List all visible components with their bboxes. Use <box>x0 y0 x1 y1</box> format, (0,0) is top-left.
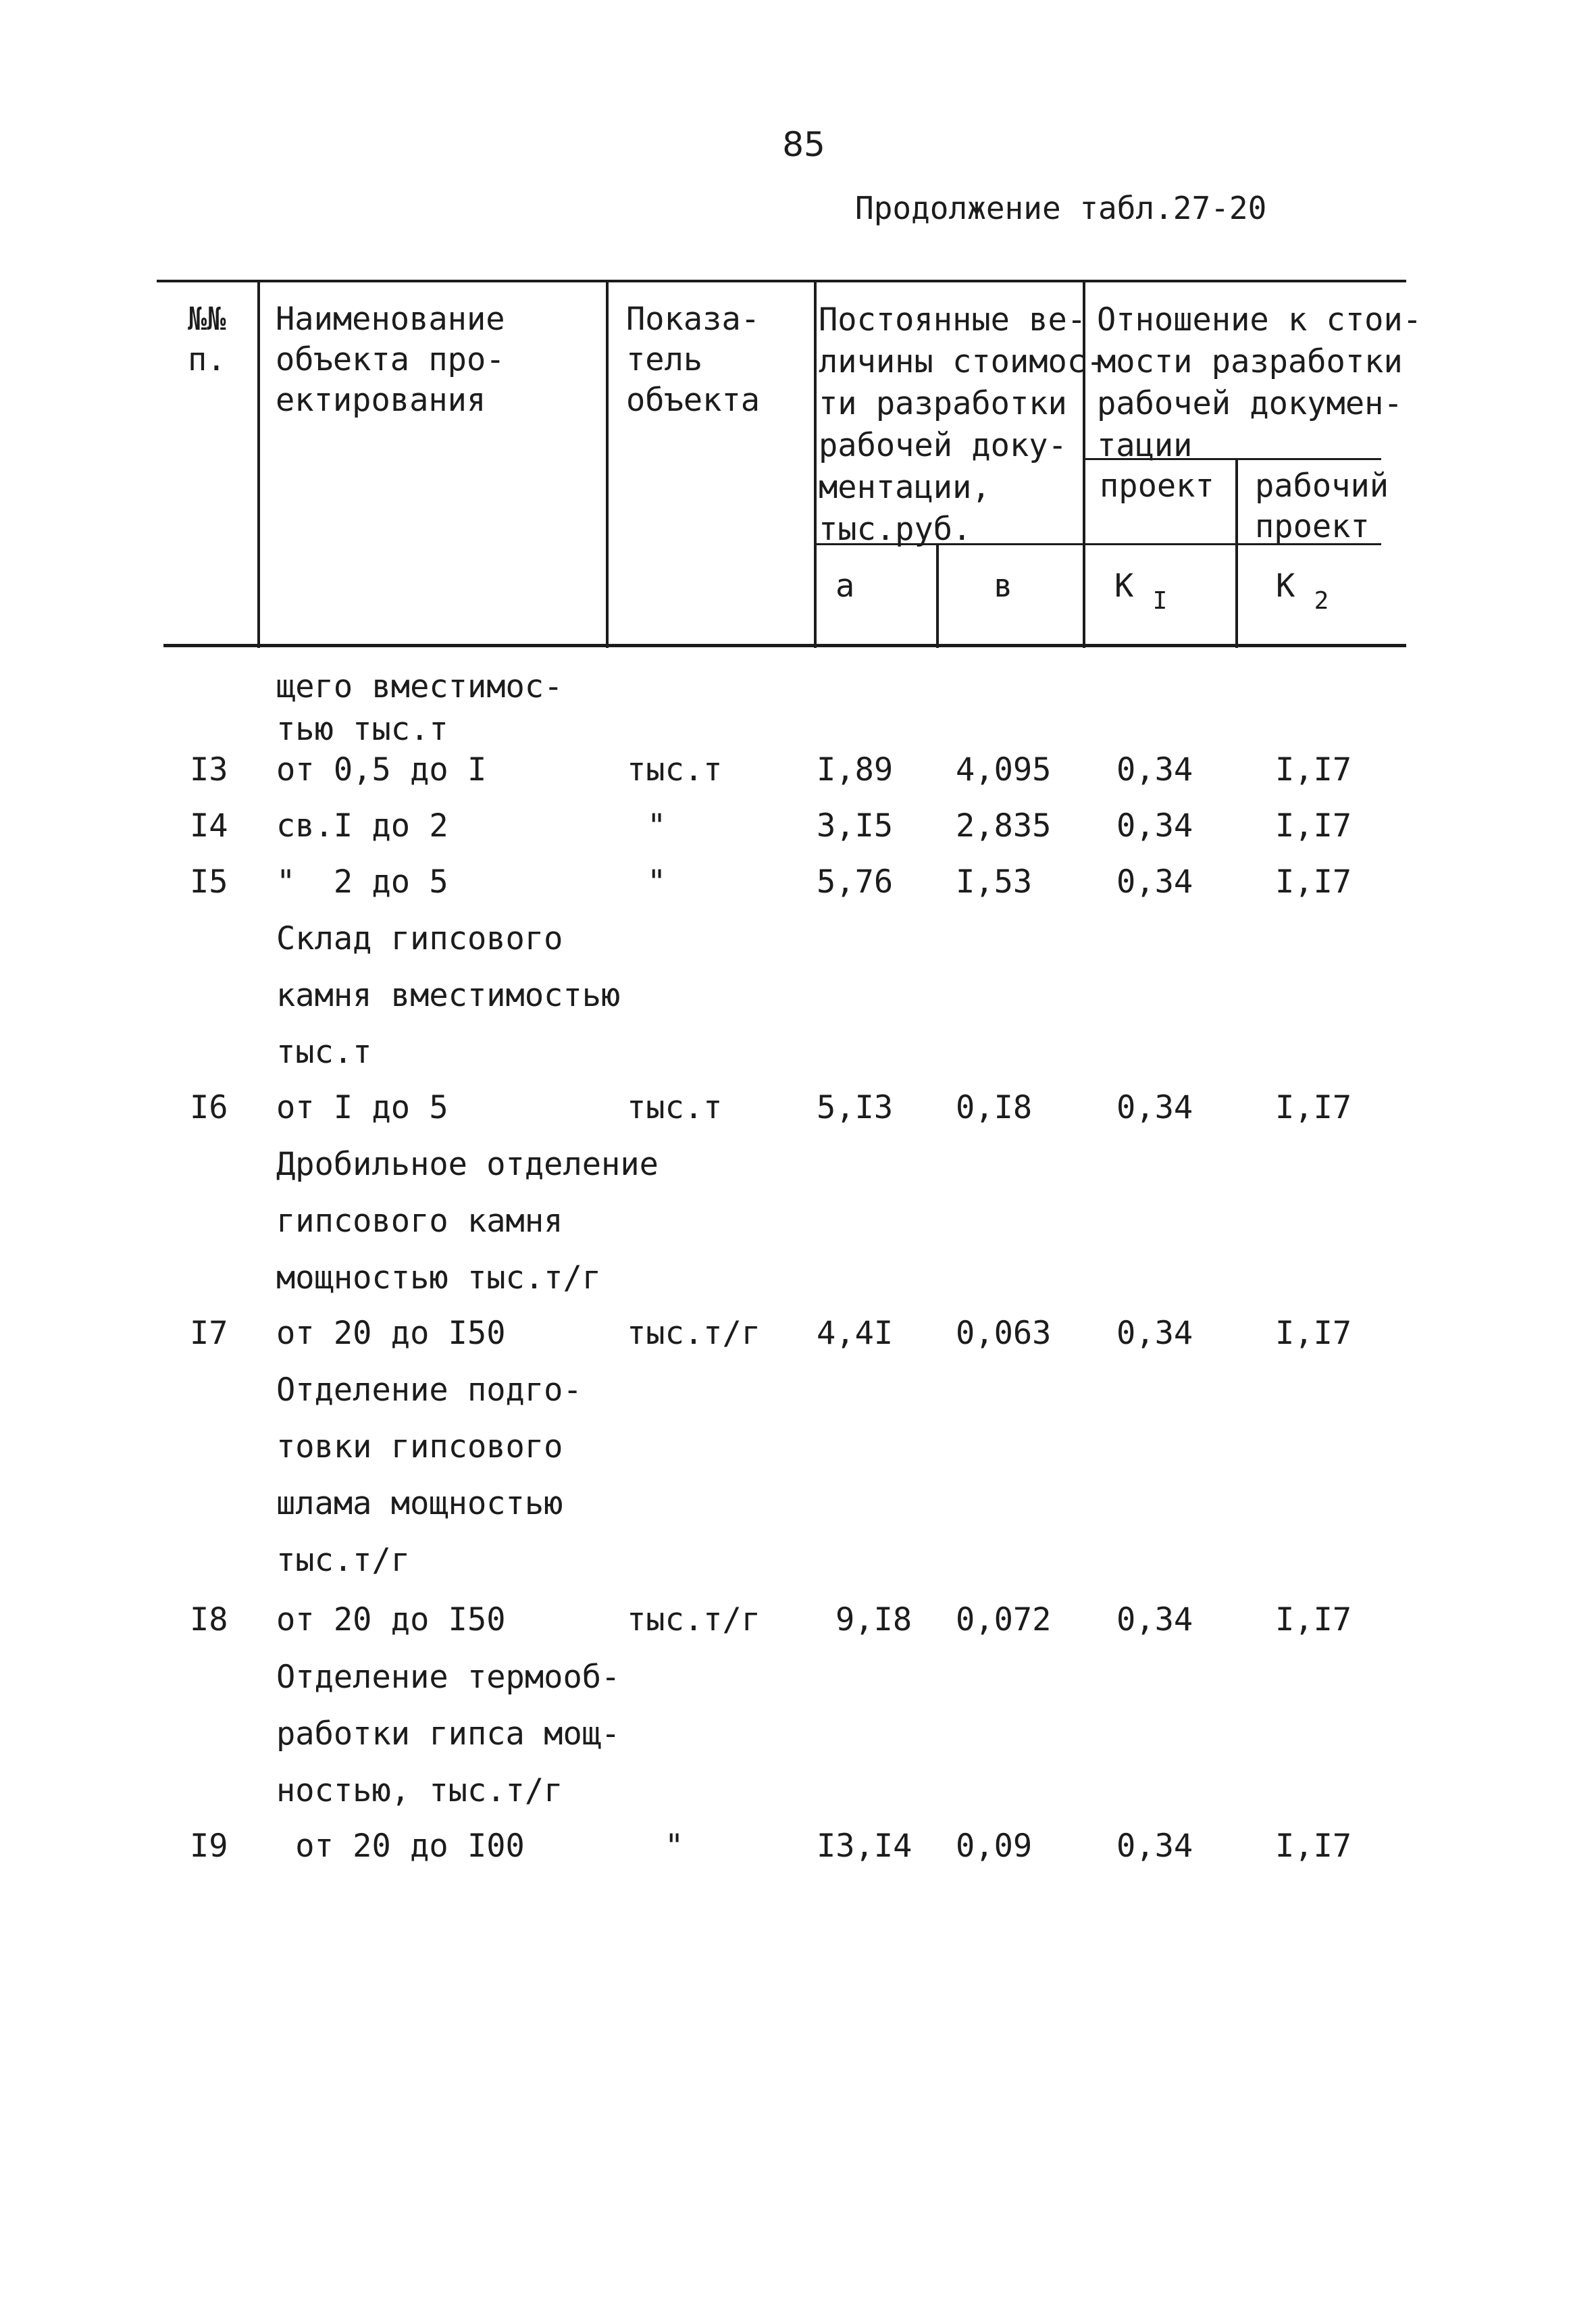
cell-k2: I,I7 <box>1275 751 1352 788</box>
cell-name: работки гипса мощ- <box>276 1715 621 1753</box>
cell-num: I3 <box>190 751 228 788</box>
cell-k2: I,I7 <box>1275 807 1352 845</box>
header-indicator: Показа- тель объекта <box>626 301 761 419</box>
header-b: в <box>994 568 1013 605</box>
cell-a: 9,I8 <box>835 1601 912 1638</box>
cell-k2: I,I7 <box>1275 863 1352 901</box>
cell-name: от 0,5 до I <box>276 751 487 788</box>
cell-k2: I,I7 <box>1275 1315 1352 1352</box>
header-ratio: Отношение к стои- мости разработки рабочей докумен- тации <box>1097 301 1422 464</box>
cell-name: св.I до 2 <box>276 807 448 845</box>
cell-num: I8 <box>190 1601 228 1638</box>
cell-name: Отделение термооб- <box>276 1659 621 1696</box>
cell-b: 0,072 <box>956 1601 1052 1638</box>
cell-num: I4 <box>190 807 228 845</box>
cell-b: 2,835 <box>956 807 1052 845</box>
cell-k1: 0,34 <box>1116 1089 1193 1126</box>
cell-name: Склад гипсового <box>276 920 563 957</box>
cell-name: от I до 5 <box>276 1089 448 1126</box>
page-number: 85 <box>782 125 825 164</box>
header-working-project: рабочий проект <box>1255 468 1389 545</box>
cell-name: Отделение подго- <box>276 1372 582 1409</box>
header-k1: К $_I$ <box>1114 568 1168 615</box>
col-divider <box>606 282 609 648</box>
cell-name: товки гипсового <box>276 1428 563 1465</box>
cell-name: тью тыс.т <box>276 711 448 748</box>
col-divider <box>814 282 817 648</box>
col-divider <box>936 545 939 648</box>
cell-name: камня вместимостью <box>276 977 621 1014</box>
header-constants: Постоянные ве- личины стоимос- ти разработки рабочей доку- ментации, тыс.руб. <box>819 301 1106 548</box>
cell-num: I7 <box>190 1315 228 1352</box>
cell-indicator: тыс.т <box>627 751 723 788</box>
header-a: а <box>835 568 855 605</box>
cell-k1: 0,34 <box>1116 1601 1193 1638</box>
cell-indicator: " <box>647 807 667 845</box>
header-bottom-rule <box>163 644 1406 647</box>
cell-b: I,53 <box>956 863 1033 901</box>
cell-a: I,89 <box>817 751 894 788</box>
cell-k1: 0,34 <box>1116 807 1193 845</box>
cell-indicator: " <box>647 863 667 901</box>
cell-k1: 0,34 <box>1116 1828 1193 1865</box>
table-caption: Продолжение табл.27-20 <box>855 190 1267 226</box>
cell-b: 0,063 <box>956 1315 1052 1352</box>
cell-k1: 0,34 <box>1116 751 1193 788</box>
cell-num: I9 <box>190 1828 228 1865</box>
cell-indicator: тыс.т <box>627 1089 723 1126</box>
cell-k1: 0,34 <box>1116 1315 1193 1352</box>
cell-name: тыс.т <box>276 1034 372 1071</box>
cell-name: гипсового камня <box>276 1203 563 1240</box>
cell-k2: I,I7 <box>1275 1828 1352 1865</box>
col-divider <box>257 280 260 648</box>
cell-num: I5 <box>190 863 228 901</box>
cell-a: 4,4I <box>817 1315 894 1352</box>
cell-name: тыс.т/г <box>276 1542 411 1579</box>
cell-k2: I,I7 <box>1275 1089 1352 1126</box>
header-name: Наименование объекта про- ектирования <box>276 301 505 419</box>
col-divider <box>1235 459 1238 648</box>
cell-b: 0,09 <box>956 1828 1033 1865</box>
cell-name: мощностью тыс.т/г <box>276 1259 602 1297</box>
cell-indicator: тыс.т/г <box>627 1315 761 1352</box>
cell-name: ностью, тыс.т/г <box>276 1772 563 1809</box>
cell-k1: 0,34 <box>1116 863 1193 901</box>
cell-name: от 20 до I50 <box>276 1601 506 1638</box>
cell-a: I3,I4 <box>817 1828 912 1865</box>
cell-num: I6 <box>190 1089 228 1126</box>
cell-name: Дробильное отделение <box>276 1146 659 1183</box>
header-project: проект <box>1100 468 1214 505</box>
cell-a: 3,I5 <box>817 807 894 845</box>
cell-name: от 20 до I00 <box>276 1828 525 1865</box>
cell-name: щего вместимос- <box>276 668 563 705</box>
cell-k2: I,I7 <box>1275 1601 1352 1638</box>
cell-a: 5,I3 <box>817 1089 894 1126</box>
header-top-rule <box>157 280 1406 282</box>
cell-b: 4,095 <box>956 751 1052 788</box>
cell-indicator: " <box>665 1828 684 1865</box>
cell-name: " 2 до 5 <box>276 863 448 901</box>
cell-name: от 20 до I50 <box>276 1315 506 1352</box>
header-k2: К $_2$ <box>1276 568 1329 615</box>
cell-b: 0,I8 <box>956 1089 1033 1126</box>
cell-a: 5,76 <box>817 863 894 901</box>
cell-name: шлама мощностью <box>276 1485 563 1522</box>
header-num: №№ п. <box>188 301 226 378</box>
cell-indicator: тыс.т/г <box>627 1601 761 1638</box>
